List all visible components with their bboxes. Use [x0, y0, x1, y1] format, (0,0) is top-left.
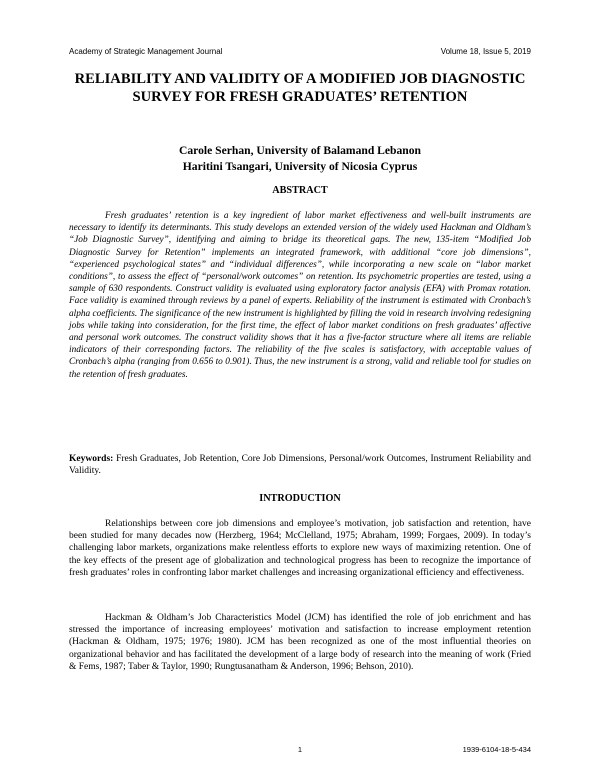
page-number: 1 — [297, 745, 303, 754]
running-header — [69, 47, 531, 56]
keywords-text: Fresh Graduates, Job Retention, Core Job Dimensions, Personal/work Outcomes, Instrument Reliability and Validity. — [69, 454, 531, 477]
author-line-1: Carole Serhan, University of Balamand Lebanon — [179, 144, 421, 157]
abstract-heading: ABSTRACT — [272, 185, 328, 196]
keywords-label: Keywords: — [69, 454, 114, 464]
introduction-heading: INTRODUCTION — [259, 493, 341, 504]
article-code: 1939-6104-18-5-434 — [462, 745, 531, 754]
introduction-paragraph-1: Relationships between core job dimensions and employee’s motivation, job satisfaction and retention, have been studied for many decades now (Herzberg, 1964; McClelland, 1975; Abraham, 1999; Forgaes, 2009). In today’s challenging labor markets, organizations make relentless efforts to explore new ways of maximizing retention. One of the key effects of the present age of globalization and technological progress has been to recognize the importance of fresh graduates’ roles in confronting labor market challenges and increasing organizational efficiency and effectiveness. — [69, 519, 531, 578]
author-block — [69, 143, 531, 175]
paper-title: RELIABILITY AND VALIDITY OF A MODIFIED JOB DIAGNOSTIC SURVEY FOR FRESH GRADUATES’ RETENTION — [74, 71, 526, 105]
journal-name: Academy of Strategic Management Journal — [69, 47, 223, 56]
abstract-text: Fresh graduates’ retention is a key ingredient of labor market effectiveness and well-built instruments are necessary to identify its determinants. This study develops an extended version of the widely used Hackman and Oldham’s “Job Diagnostic Survey”, identifying and aiming to bridge its theoretical gaps. The new, 135-item “Modified Job Diagnostic Survey for Retention” implements an integrated framework, with additional “core job dimensions”, “experienced psychological states” and “individual differences”, while incorporating a new scale on “labor market conditions”, to assess the effect of “personal/work outcomes” on retention. Its psychometric properties are tested, using a sample of 630 respondents. Construct validity is evaluated using exploratory factor analysis (EFA) with Promax rotation. Face validity is examined through reviews by a panel of experts. Reliability of the instrument is estimated with Cronbach’s alpha coefficients. The significance of the new instrument is highlighted by filling the void in research involving redesigning jobs while taking into consideration, for the first time, the effect of labor market conditions on fresh graduates’ affective and personal work outcomes. The construct validity shows that it has a five-factor structure where all items are reliable indicators of their corresponding factors. The reliability of the five scales is satisfactory, with acceptable values of Cronbach’s alpha (ranging from 0.656 to 0.901). Thus, the new instrument is a strong, valid and reliable tool for studies on the retention of fresh graduates. — [69, 211, 531, 380]
author-line-2: Haritini Tsangari, University of Nicosia Cyprus — [182, 160, 418, 173]
volume-issue: Volume 18, Issue 5, 2019 — [440, 47, 531, 56]
introduction-paragraph-2: Hackman & Oldham’s Job Characteristics Model (JCM) has identified the role of job enrichment and has stressed the importance of increasing employees’ motivation and satisfaction to increase employment retention (Hackman & Oldham, 1975; 1976; 1980). JCM has been recognized as one of the most influential theories on organizational behavior and has facilitated the development of a large body of research into the meaning of work (Fried & Fems, 1987; Taber & Taylor, 1990; Rungtusanatham & Anderson, 1996; Behson, 2010). — [69, 613, 531, 672]
page-footer — [69, 745, 531, 757]
keywords-block — [69, 453, 531, 477]
